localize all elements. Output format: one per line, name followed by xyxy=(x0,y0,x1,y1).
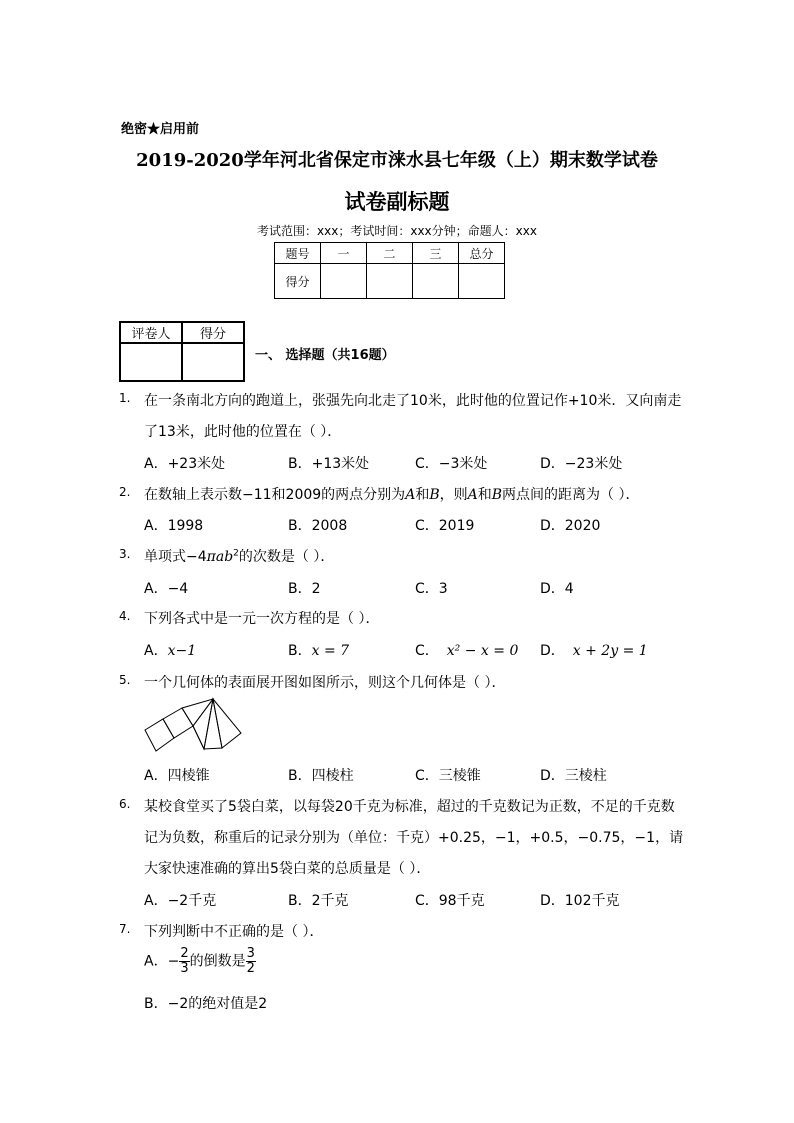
question-text-part: 在数轴上表示数−11和2009的两点分别为 xyxy=(144,487,406,503)
question-text xyxy=(144,546,334,566)
question-number: 6. xyxy=(119,797,131,811)
option-a: A．−2千克 xyxy=(144,893,217,909)
option-b xyxy=(288,640,349,660)
exam-subtitle: 试卷副标题 xyxy=(344,189,450,214)
option-c: C．2019 xyxy=(415,518,475,534)
option-label: B． xyxy=(288,643,312,659)
grader-header: 得分 xyxy=(182,322,244,343)
score-cell xyxy=(367,264,413,299)
option-d: D．4 xyxy=(540,581,574,597)
exponent: 2 xyxy=(233,548,239,559)
net-triangle xyxy=(193,699,213,749)
option-d xyxy=(540,640,648,660)
question-text: 在一条南北方向的跑道上，张强先向北走了10米，此时他的位置记作+10米．又向南走 xyxy=(144,393,682,409)
question-text: 下列各式中是一元一次方程的是（ ）． xyxy=(144,611,380,627)
monomial-expression: πab xyxy=(206,549,234,565)
net-square-left xyxy=(145,719,174,751)
question-text xyxy=(144,484,639,504)
grader-cell xyxy=(182,343,244,381)
option-b: B．−2的绝对值是2 xyxy=(144,996,268,1012)
point-b-symbol: B xyxy=(429,487,440,503)
option-a: A．+23米处 xyxy=(144,456,226,472)
net-edge xyxy=(193,726,204,749)
point-a-symbol: A xyxy=(405,487,416,503)
question-text-part: 单项式−4 xyxy=(144,549,207,565)
question-text-part: 和 xyxy=(477,487,492,503)
exam-title: 2019-2020学年河北省保定市涞水县七年级（上）期末数学试卷 xyxy=(136,150,658,171)
option-d: D．102千克 xyxy=(540,893,620,909)
grader-header: 评卷人 xyxy=(120,322,182,343)
surface-net-figure xyxy=(140,696,250,756)
option-text: 的倒数是 xyxy=(189,953,246,970)
option-a xyxy=(144,947,256,976)
question-text: 某校食堂买了5袋白菜，以每袋20千克为标准，超过的千克数记为正数，不足的千克数 xyxy=(144,799,675,815)
section-title: 一、 选择题（共16题） xyxy=(255,348,395,363)
option-b: B．四棱柱 xyxy=(288,768,354,784)
question-number: 1. xyxy=(119,391,131,405)
score-header: 二 xyxy=(367,243,413,264)
point-a-symbol: A xyxy=(467,487,478,503)
equation: x−1 xyxy=(167,643,197,659)
score-header: 三 xyxy=(413,243,459,264)
score-row-label: 得分 xyxy=(275,264,321,299)
score-cell xyxy=(413,264,459,299)
score-header: 一 xyxy=(321,243,367,264)
score-cell xyxy=(321,264,367,299)
grader-cell xyxy=(120,343,182,381)
question-number: 2. xyxy=(119,485,131,499)
option-b: B．2 xyxy=(288,581,321,597)
net-triangle xyxy=(182,699,213,726)
confidential-label: 绝密★启用前 xyxy=(121,122,200,137)
option-b: B．+13米处 xyxy=(288,456,370,472)
option-c: C．三棱锥 xyxy=(415,768,481,784)
option-label: A．− xyxy=(144,953,180,970)
net-triangle xyxy=(213,699,241,748)
numerator: 2 xyxy=(180,946,189,961)
option-a: A．四棱锥 xyxy=(144,768,210,784)
score-header: 题号 xyxy=(275,243,321,264)
question-text-part: ，则 xyxy=(439,487,468,503)
denominator: 3 xyxy=(180,961,189,976)
question-text: 下列判断中不正确的是（ ）． xyxy=(144,924,324,940)
score-table xyxy=(274,242,505,299)
option-c: C．98千克 xyxy=(415,893,485,909)
score-cell xyxy=(459,264,505,299)
option-label: D． xyxy=(540,643,565,659)
score-header: 总分 xyxy=(459,243,505,264)
exam-info: 考试范围：xxx；考试时间：xxx分钟；命题人：xxx xyxy=(257,224,537,238)
fraction xyxy=(246,947,256,976)
net-square-center xyxy=(163,708,193,738)
option-c: C．−3米处 xyxy=(415,456,488,472)
equation: x + 2y = 1 xyxy=(572,643,648,659)
question-number: 7. xyxy=(119,922,131,936)
option-d: D．2020 xyxy=(540,518,601,534)
question-number: 3. xyxy=(119,547,131,561)
option-a xyxy=(144,640,196,660)
option-label: C． xyxy=(415,643,439,659)
question-text-part: 和 xyxy=(415,487,430,503)
equation: x² − x = 0 xyxy=(446,643,519,659)
question-text: 一个几何体的表面展开图如图所示，则这个几何体是（ ）． xyxy=(144,675,506,691)
option-a: A．−4 xyxy=(144,581,189,597)
question-text-part: 的次数是（ ）． xyxy=(238,549,335,565)
question-text: 了13米，此时他的位置在（ ）． xyxy=(144,424,342,440)
denominator: 2 xyxy=(246,961,255,976)
grader-table xyxy=(119,321,245,382)
fraction xyxy=(179,947,189,976)
point-b-symbol: B xyxy=(491,487,503,503)
option-b: B．2008 xyxy=(288,518,348,534)
numerator: 3 xyxy=(246,946,255,961)
option-c: C．3 xyxy=(415,581,448,597)
question-text: 记为负数，称重后的记录分别为（单位：千克）+0.25，−1，+0.5，−0.75，−1，请 xyxy=(144,830,684,846)
option-c xyxy=(415,640,518,660)
option-d: D．−23米处 xyxy=(540,456,623,472)
option-d: D．三棱柱 xyxy=(540,768,607,784)
question-number: 4. xyxy=(119,609,131,623)
option-b: B．2千克 xyxy=(288,893,349,909)
question-text-part: 两点间的距离为（ ）． xyxy=(502,487,640,503)
equation: x = 7 xyxy=(311,643,350,659)
question-number: 5. xyxy=(119,673,131,687)
option-label: A． xyxy=(144,643,168,659)
option-a: A．1998 xyxy=(144,518,204,534)
question-text: 大家快速准确的算出5袋白菜的总质量是（ ）． xyxy=(144,861,431,877)
